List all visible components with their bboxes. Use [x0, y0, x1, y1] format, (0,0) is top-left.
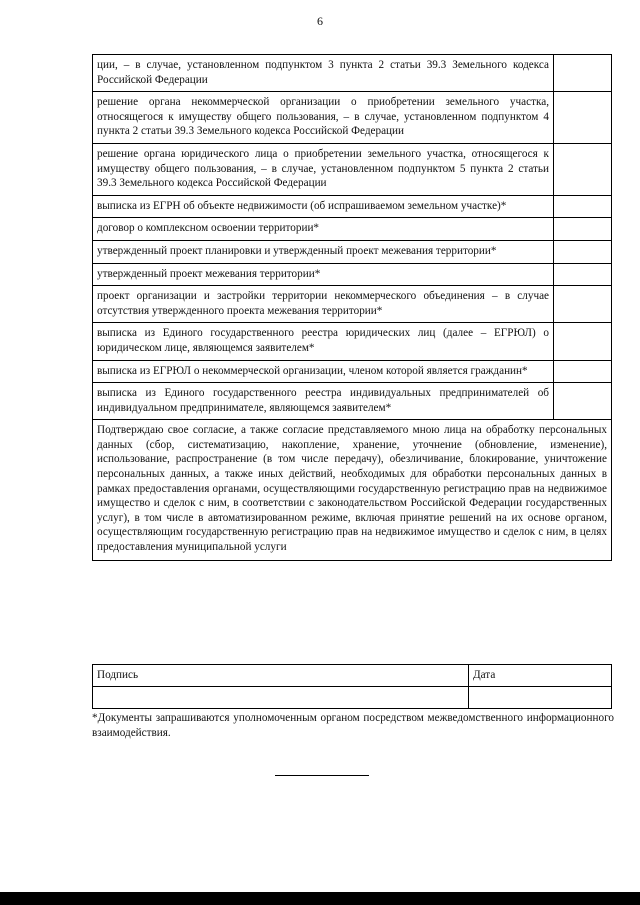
consent-text: Подтверждаю свое согласие, а также согласие представляемого мною лица на обработку персональных данных (сбор, систематизацию, накопление, хранение, уточнение (обновление, изменение), использование, распространение (в том числе передачу), обезличивание, блокирование, уничтожение персональных данных, а также иных действий, необходимых для обработки персональных данных в рамках предоставления органами, осуществляющими государственную регистрацию прав на недвижимое имущество и сделок с ним, в соответствии с законодательством Российской Федерации государственных услуг), в том числе в автоматизированном режиме, включая принятие решений на их основе органом, осуществляющим государственную регистрацию прав на недвижимое имущество и сделок с ним, в целях предоставления муниципальной услуги [93, 420, 612, 560]
signature-label: Подпись [93, 665, 469, 687]
document-description: договор о комплексном освоении территории* [93, 218, 554, 241]
document-checkbox-cell[interactable] [554, 383, 612, 420]
document-description: ции, – в случае, установленном подпунктом 3 пункта 2 статьи 39.3 Земельного кодекса Российской Федерации [93, 55, 554, 92]
table-row [93, 240, 612, 263]
table-row [93, 92, 612, 144]
document-description: выписка из ЕГРН об объекте недвижимости (об испрашиваемом земельном участке)* [93, 195, 554, 218]
document-description: утвержденный проект межевания территории* [93, 263, 554, 286]
table-row [93, 143, 612, 195]
document-checkbox-cell[interactable] [554, 55, 612, 92]
document-checkbox-cell[interactable] [554, 263, 612, 286]
document-checkbox-cell[interactable] [554, 360, 612, 383]
document-description: выписка из ЕГРЮЛ о некоммерческой организации, членом которой является гражданин* [93, 360, 554, 383]
date-field[interactable] [469, 687, 612, 709]
document-description: решение органа юридического лица о приобретении земельного участка, относящегося к имуществу общего пользования, – в случае, установленном подпунктом 5 пункта 2 статьи 39.3 Земельного кодекса Российской Федерации [93, 143, 554, 195]
documents-table [92, 54, 612, 561]
table-row [93, 383, 612, 420]
document-description: проект организации и застройки территории некоммерческого объединения – в случае отсутствия утвержденного проекта межевания территории* [93, 286, 554, 323]
table-row [93, 286, 612, 323]
document-checkbox-cell[interactable] [554, 218, 612, 241]
signature-header-row [93, 665, 612, 687]
document-checkbox-cell[interactable] [554, 323, 612, 360]
table-row [93, 360, 612, 383]
document-description: выписка из Единого государственного реестра индивидуальных предпринимателей об индивидуальном предпринимателе, являющемся заявителем* [93, 383, 554, 420]
document-checkbox-cell[interactable] [554, 240, 612, 263]
signature-field[interactable] [93, 687, 469, 709]
table-row [93, 263, 612, 286]
document-checkbox-cell[interactable] [554, 143, 612, 195]
document-checkbox-cell[interactable] [554, 286, 612, 323]
consent-row [93, 420, 612, 560]
table-row [93, 195, 612, 218]
scan-border [0, 892, 640, 905]
signature-table [92, 664, 612, 709]
page-number: 6 [317, 14, 323, 28]
date-label: Дата [469, 665, 612, 687]
document-description: утвержденный проект планировки и утвержденный проект межевания территории* [93, 240, 554, 263]
divider-line [275, 775, 369, 776]
table-row [93, 218, 612, 241]
table-row [93, 323, 612, 360]
document-description: выписка из Единого государственного реестра юридических лиц (далее – ЕГРЮЛ) о юридическом лице, являющемся заявителем* [93, 323, 554, 360]
footnote: *Документы запрашиваются уполномоченным органом посредством межведомственного информационного взаимодействия. [92, 712, 614, 739]
document-checkbox-cell[interactable] [554, 195, 612, 218]
table-row [93, 55, 612, 92]
document-checkbox-cell[interactable] [554, 92, 612, 144]
signature-input-row [93, 687, 612, 709]
document-description: решение органа некоммерческой организации о приобретении земельного участка, относящегося к имуществу общего пользования, – в случае, установленном подпунктом 4 пункта 2 статьи 39.3 Земельного кодекса Российской Федерации [93, 92, 554, 144]
